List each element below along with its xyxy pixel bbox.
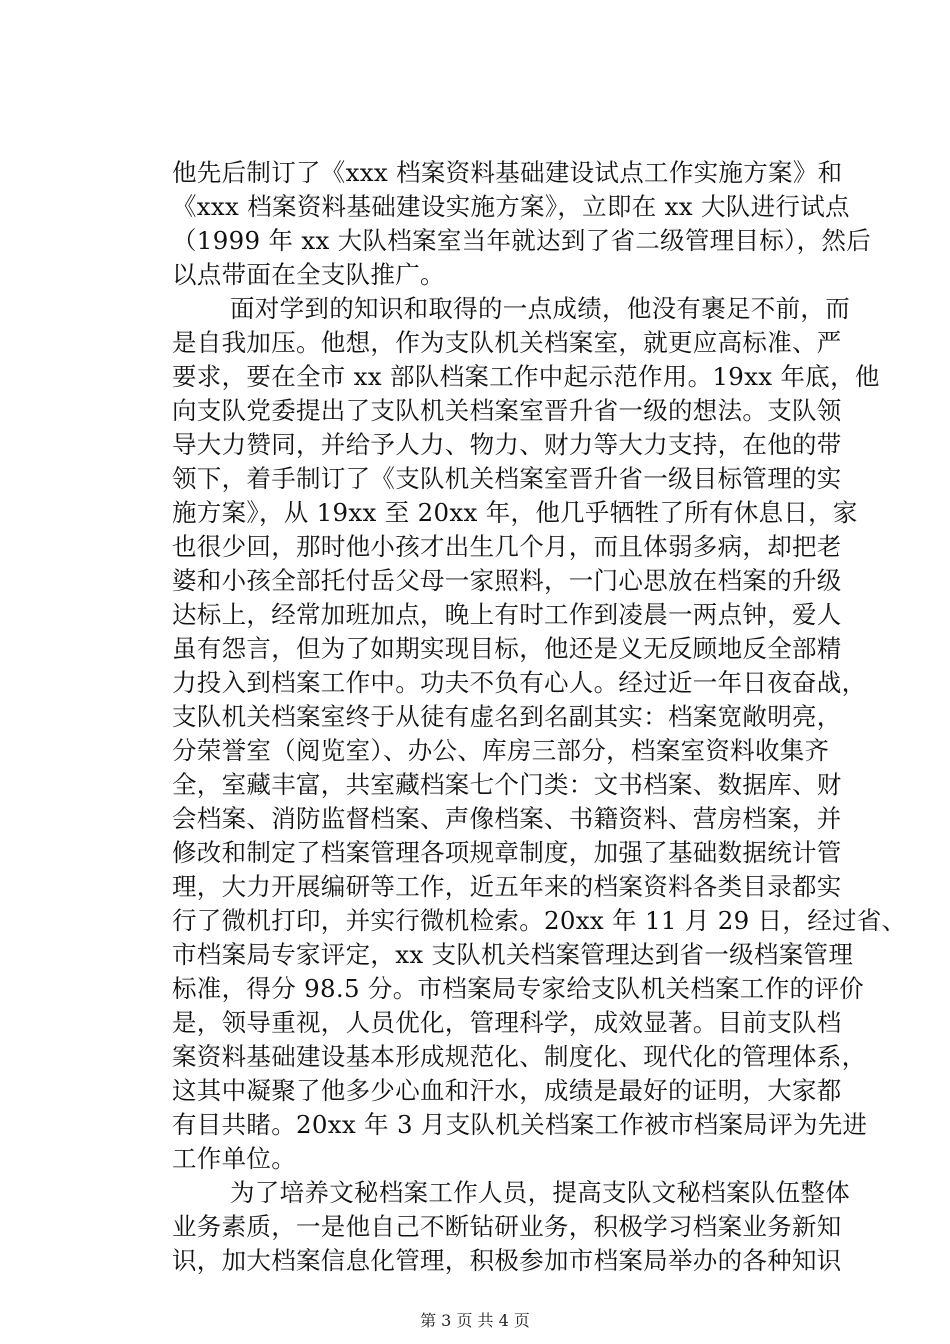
text-line: 要求，要在全市 xx 部队档案工作中起示范作用。19xx 年底，他 xyxy=(172,362,880,391)
text-line: 以点带面在全支队推广。 xyxy=(172,260,445,289)
text-line: 工作单位。 xyxy=(172,1144,296,1173)
text-line: 标准，得分 98.5 分。市档案局专家给支队机关档案工作的评价 xyxy=(172,974,864,1003)
text-line: 案资料基础建设基本形成规范化、制度化、现代化的管理体系， xyxy=(172,1042,867,1071)
text-line: 有目共睹。20xx 年 3 月支队机关档案工作被市档案局评为先进 xyxy=(172,1110,868,1139)
text-line: 理，大力开展编研等工作，近五年来的档案资料各类目录都实 xyxy=(172,872,842,901)
text-line: 导大力赞同，并给予人力、物力、财力等大力支持，在他的带 xyxy=(172,430,842,459)
paragraph-start-line: 面对学到的知识和取得的一点成绩，他没有裹足不前，而 xyxy=(230,294,850,323)
text-line: 《xxx 档案资料基础建设实施方案》，立即在 xx 大队进行试点 xyxy=(172,192,850,221)
text-line: 业务素质，一是他自己不断钻研业务，积极学习档案业务新知 xyxy=(172,1212,842,1241)
text-line: 他先后制订了《xxx 档案资料基础建设试点工作实施方案》和 xyxy=(172,158,843,187)
text-line: 是自我加压。他想，作为支队机关档案室，就更应高标准、严 xyxy=(172,328,842,357)
page-number-footer: 第 3 页 共 4 页 xyxy=(420,1311,530,1330)
text-line: 支队机关档案室终于从徒有虚名到名副其实：档案宽敞明亮， xyxy=(172,702,842,731)
text-line: 虽有怨言，但为了如期实现目标，他还是义无反顾地反全部精 xyxy=(172,634,842,663)
text-line: 是，领导重视，人员优化，管理科学，成效显著。目前支队档 xyxy=(172,1008,842,1037)
text-line: 行了微机打印，并实行微机检索。20xx 年 11 月 29 日，经过省、 xyxy=(172,906,907,935)
text-line: 分荣誉室（阅览室）、办公、库房三部分，档案室资料收集齐 xyxy=(172,736,830,765)
text-line: 向支队党委提出了支队机关档案室晋升省一级的想法。支队领 xyxy=(172,396,842,425)
text-line: （1999 年 xx 大队档案室当年就达到了省二级管理目标），然后 xyxy=(172,226,871,255)
paragraph-start-line: 为了培养文秘档案工作人员，提高支队文秘档案队伍整体 xyxy=(230,1178,850,1207)
text-line: 达标上，经常加班加点，晚上有时工作到凌晨一两点钟，爱人 xyxy=(172,600,842,629)
text-line: 这其中凝聚了他多少心血和汗水，成绩是最好的证明，大家都 xyxy=(172,1076,842,1105)
text-line: 也很少回，那时他小孩才出生几个月，而且体弱多病，却把老 xyxy=(172,532,842,561)
text-line: 全，室藏丰富，共室藏档案七个门类：文书档案、数据库、财 xyxy=(172,770,842,799)
text-line: 力投入到档案工作中。功夫不负有心人。经过近一年日夜奋战， xyxy=(172,668,867,697)
text-line: 识，加大档案信息化管理，积极参加市档案局举办的各种知识 xyxy=(172,1246,842,1275)
text-line: 会档案、消防监督档案、声像档案、书籍资料、营房档案，并 xyxy=(172,804,842,833)
text-line: 市档案局专家评定，xx 支队机关档案管理达到省一级档案管理 xyxy=(172,940,854,969)
text-line: 施方案》，从 19xx 至 20xx 年，他几乎牺牲了所有休息日，家 xyxy=(172,498,858,527)
text-line: 修改和制定了档案管理各项规章制度，加强了基础数据统计管 xyxy=(172,838,842,867)
text-line: 领下，着手制订了《支队机关档案室晋升省一级目标管理的实 xyxy=(172,464,842,493)
text-line: 婆和小孩全部托付岳父母一家照料，一门心思放在档案的升级 xyxy=(172,566,842,595)
